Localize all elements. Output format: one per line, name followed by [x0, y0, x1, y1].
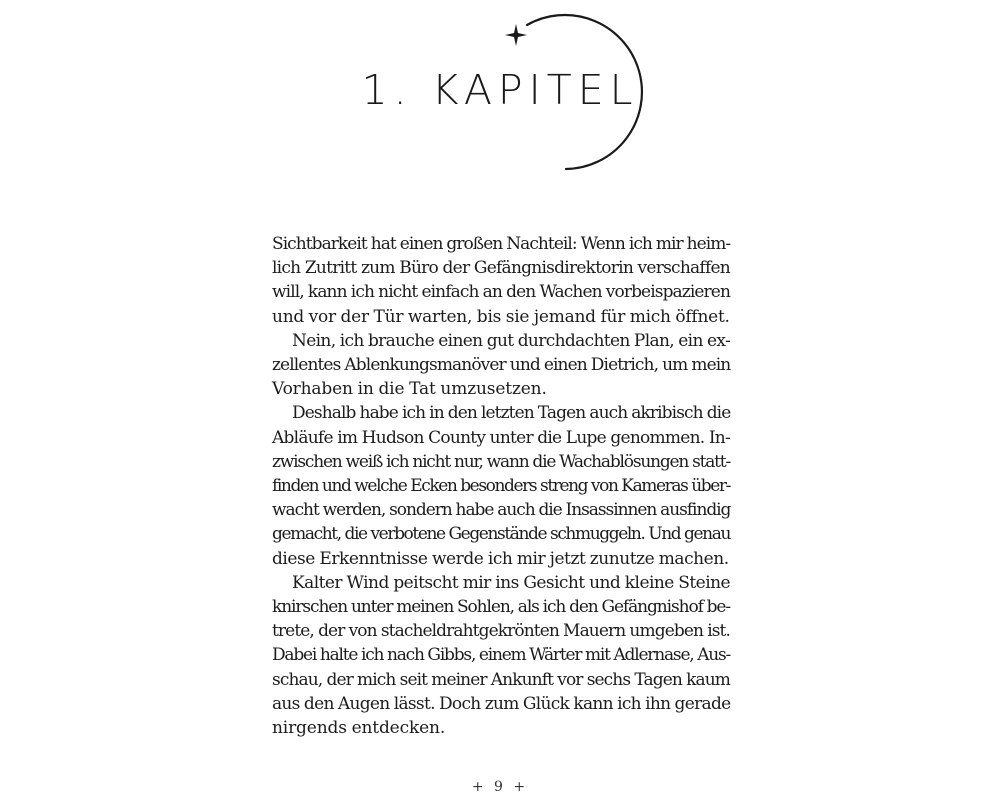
sparkle-star-icon — [505, 24, 527, 46]
text-line: aus den Augen lässt. Doch zum Glück kann ich ihn gerade — [272, 693, 731, 714]
paragraph — [272, 232, 730, 329]
paragraph — [272, 571, 730, 740]
text-line: zwischen weiß ich nicht nur, wann die Wachablösungen statt- — [272, 451, 730, 472]
text-line: finden und welche Ecken besonders streng von Kameras über- — [272, 476, 730, 497]
text-line: Nein, ich brauche einen gut durchdachten Plan, ein ex- — [292, 330, 731, 351]
text-line: will, kann ich nicht einfach an den Wachen vorbeispazieren — [272, 282, 730, 303]
paragraph — [272, 401, 730, 570]
text-line: Sichtbarkeit hat einen großen Nachteil: Wenn ich mir heim- — [272, 234, 731, 254]
text-line: Dabei halte ich nach Gibbs, einem Wärter mit Adlernase, Aus- — [272, 645, 731, 666]
text-line: gemacht, die verbotene Gegenstände schmuggeln. Und genau — [272, 524, 730, 545]
page-number: + 9 + — [471, 779, 529, 795]
body-text — [272, 232, 730, 740]
text-line: lich Zutritt zum Büro der Gefängnisdirektorin verschaffen — [272, 258, 730, 279]
text-line: diese Erkenntnisse werde ich mir jetzt zunutze machen. — [272, 548, 729, 569]
text-line: und vor der Tür warten, bis sie jemand für mich öffnet. — [272, 306, 730, 327]
text-line: nirgends entdecken. — [272, 718, 446, 739]
text-line: Abläufe im Hudson County unter die Lupe genommen. In- — [272, 427, 730, 448]
text-line: Vorhaben in die Tat umzusetzen. — [272, 379, 547, 400]
chapter-title: 1. KAPITEL — [361, 66, 639, 114]
text-line: zellentes Ablenkungsmanöver und einen Dietrich, um mein — [272, 355, 731, 376]
text-line: schau, der mich seit meiner Ankunft vor sechs Tagen kaum — [272, 669, 730, 690]
text-line: Kalter Wind peitscht mir ins Gesicht und kleine Steine — [292, 572, 730, 593]
text-line: wacht werden, sondern habe auch die Insassinnen ausfindig — [272, 500, 731, 521]
text-line: Deshalb habe ich in den letzten Tagen auch akribisch die — [292, 403, 731, 424]
text-line: trete, der von stacheldrahtgekrönten Mauern umgeben ist. — [272, 621, 730, 642]
text-line: knirschen unter meinen Sohlen, als ich den Gefängnishof be- — [272, 597, 730, 618]
paragraph — [272, 329, 730, 402]
